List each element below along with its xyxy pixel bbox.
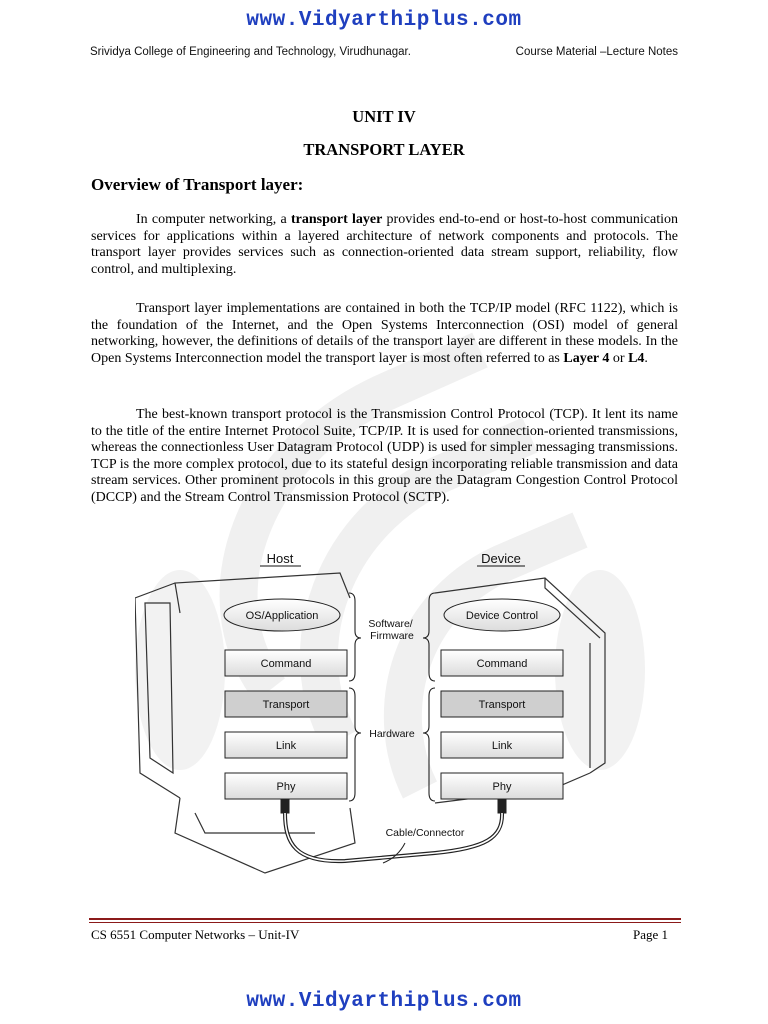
- host-layer-os-application-label: OS/Application: [245, 610, 319, 622]
- host-layer-command-label: Command: [260, 658, 312, 670]
- label-hardware: Hardware: [369, 728, 415, 740]
- host-layer-stack: [224, 599, 347, 799]
- footer-page-number: Page 1: [632, 927, 668, 942]
- term-layer-4: Layer 4: [563, 350, 610, 366]
- paragraph-1: In computer networking, a transport layer provides end-to-end or host-to-host communication services for applications within a layered architecture of network components and protocols. The transport layer provides services such as connection-oriented data stream support, reliability, flow control, and multiplexing.: [91, 212, 679, 277]
- header-course-material: Course Material –Lecture Notes: [515, 46, 678, 58]
- label-software-firmware: Software/ Firmware: [368, 618, 414, 642]
- label-cable-connector: Cable/Connector: [385, 827, 465, 839]
- section-heading: Overview of Transport layer:: [91, 175, 304, 194]
- footer-rule-thin: [89, 922, 681, 923]
- site-url-top[interactable]: www.Vidyarthiplus.com: [246, 9, 522, 32]
- device-layer-phy-label: Phy: [492, 781, 512, 793]
- device-layer-transport-label: Transport: [478, 699, 526, 711]
- paragraph-3: The best-known transport protocol is the Transmission Control Protocol (TCP). It lent its name to the title of the entire Internet Protocol Suite, TCP/IP. It is used for connection-oriented transmissions, whereas the connectionless User Datagram Protocol (UDP) is used for simpler messaging transmissions. TCP is the more complex protocol, due to its stateful design incorporating reliable transmission and data stream services. Other prominent protocols in this group are the Datagram Congestion Control Protocol (DCCP) and the Stream Control Transmission Protocol (SCTP).: [91, 407, 678, 505]
- host-layer-link-label: Link: [275, 740, 297, 752]
- device-title: Device: [481, 551, 521, 566]
- site-url-bottom[interactable]: www.Vidyarthiplus.com: [246, 990, 522, 1013]
- device-layer-link-label: Link: [491, 740, 513, 752]
- term-l4: L4: [628, 350, 645, 366]
- header-college: Srividya College of Engineering and Technology, Virudhunagar.: [90, 46, 411, 58]
- term-transport-layer: transport layer: [290, 212, 383, 227]
- unit-subtitle: TRANSPORT LAYER: [303, 140, 465, 159]
- device-layer-stack: [441, 599, 563, 799]
- footer-course: CS 6551 Computer Networks – Unit-IV: [91, 927, 300, 942]
- device-layer-device-control-label: Device Control: [465, 610, 539, 622]
- host-layer-phy-label: Phy: [276, 781, 296, 793]
- footer-rule: [89, 918, 681, 920]
- paragraph-2: Transport layer implementations are contained in both the TCP/IP model (RFC 1122), which is the foundation of the Internet, and the Open Systems Interconnection (OSI) model of general networking, however, the definitions of details of the transport layer are different in these models. In the Open Systems Interconnection model the transport layer is most often referred to as Layer 4 or L4.: [91, 301, 678, 366]
- host-layer-transport-label: Transport: [262, 699, 310, 711]
- unit-title: UNIT IV: [352, 107, 416, 126]
- host-title: Host: [266, 551, 294, 566]
- host-device-diagram: [135, 543, 615, 893]
- device-layer-command-label: Command: [476, 658, 528, 670]
